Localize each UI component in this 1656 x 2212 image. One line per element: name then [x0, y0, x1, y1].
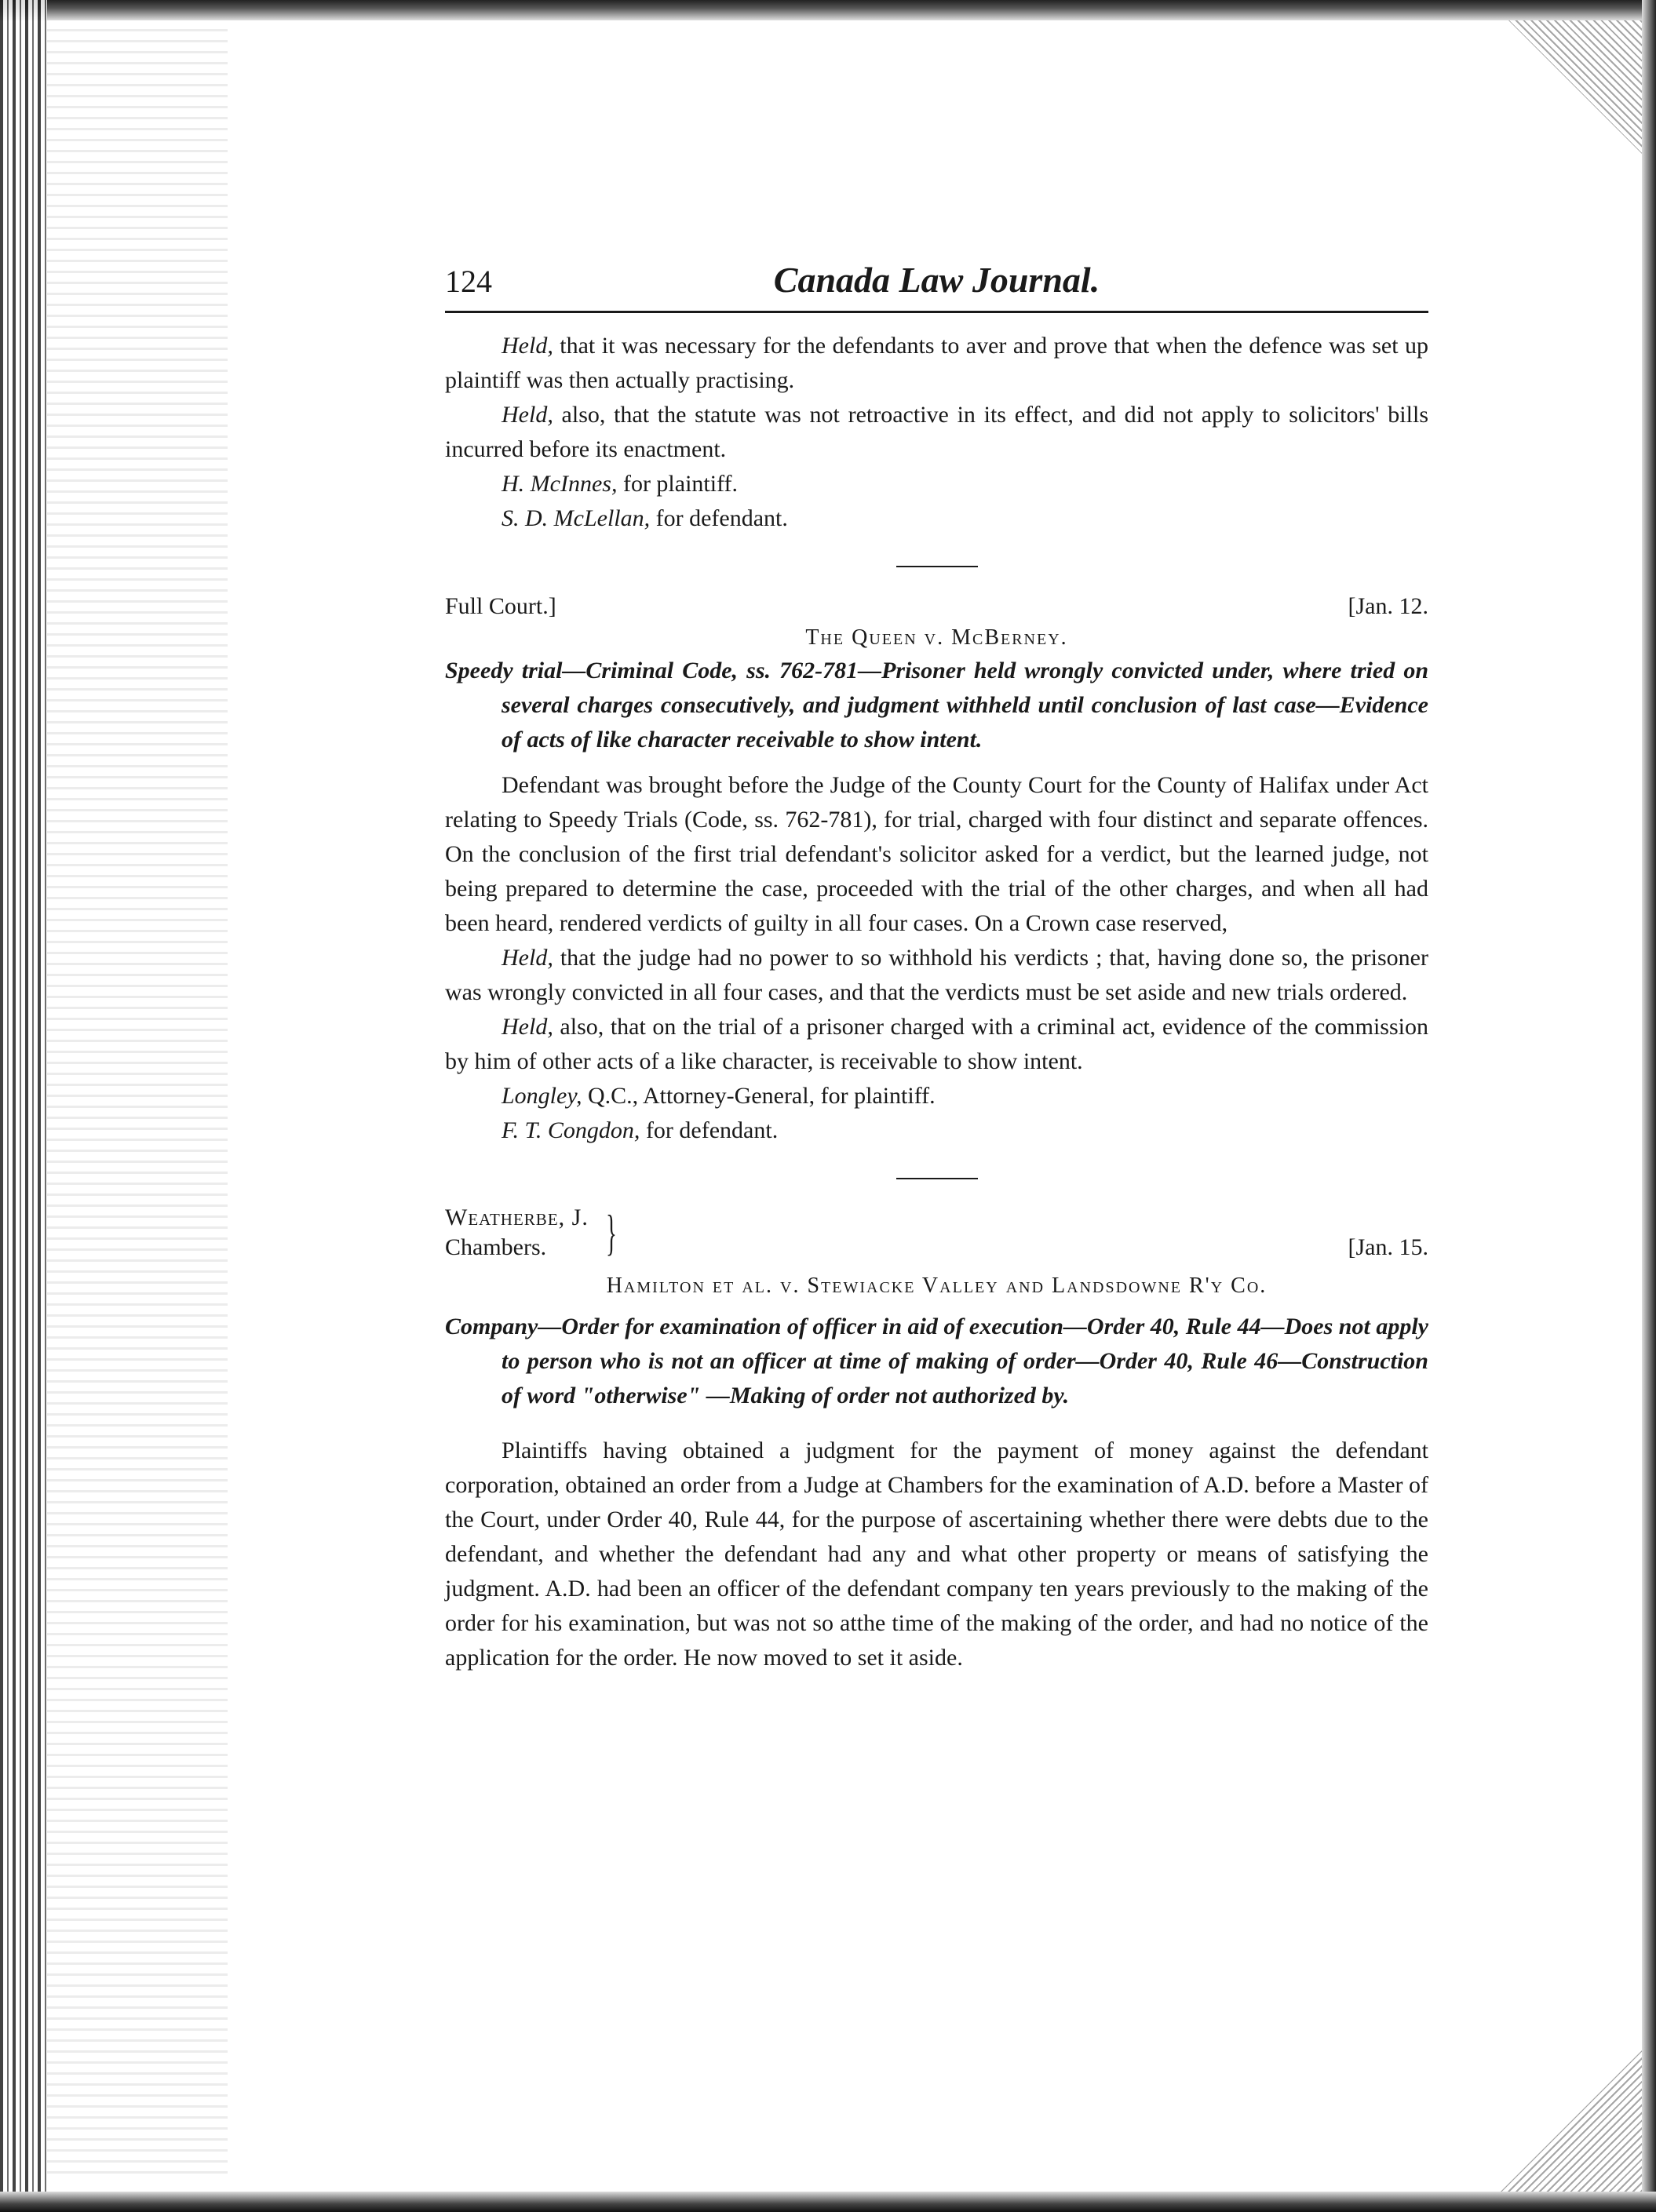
- held-label: Held,: [502, 945, 553, 971]
- brace-glyph: }: [606, 1204, 617, 1260]
- counsel-line: [445, 501, 1428, 536]
- chambers-label: Chambers.: [445, 1234, 547, 1260]
- case-date: [Jan. 12.: [1348, 593, 1428, 619]
- court-name: Full Court.]: [445, 593, 556, 619]
- headnote: Company—Order for examination of officer in aid of execution—Order 40, Rule 44—Does not apply to person who is not an officer at time of making of order—Order 40, Rule 46—Construction of word "otherwise" —Making of order not authorized by.: [445, 1314, 1428, 1408]
- facts-paragraph: Plaintiffs having obtained a judgment for the payment of money against the defendant corporation, obtained an order from a Judge at Chambers for the examination of A.D. before a Master of the Court, under Order 40, Rule 44, for the purpose of ascertaining whether there were debts due to the defendant, and whether the defendant had any and what other property or means of satisfying the judgment. A.D. had been an officer of the defendant company ten years previously to the making of the order for his examination, but was not so atthe time of the making of the order, and had no notice of the application for the order. He now moved to set it aside.: [445, 1438, 1428, 1671]
- case-title: The Queen v. McBerney.: [805, 625, 1068, 650]
- scan-margin-noise: [47, 24, 228, 2174]
- counsel-role: for plaintiff.: [617, 471, 739, 497]
- judge-block: [445, 1203, 617, 1263]
- court-line: [445, 591, 1428, 622]
- section-divider: [896, 1178, 978, 1179]
- held-text: that it was necessary for the defendants to aver and prove that when the defence was set up plaintiff was then actually practising.: [445, 333, 1428, 393]
- held-text: that the judge had no power to so withhold his verdicts ; that, having done so, the prisoner was wrongly convicted in all four cases, and that the verdicts must be set aside and new trials ordered.: [445, 945, 1428, 1005]
- counsel-line: [445, 467, 1428, 501]
- counsel-role: Q.C., Attorney-General, for plaintiff.: [582, 1083, 936, 1109]
- scan-top-edge: [0, 0, 1656, 20]
- held-text: also, that on the trial of a prisoner charged with a criminal act, evidence of the commission by him of other acts of a like character, is receivable to show intent.: [445, 1014, 1428, 1074]
- held-paragraph: [445, 941, 1428, 1010]
- counsel-role: for defendant.: [640, 1117, 779, 1143]
- held-label: Held,: [502, 333, 553, 359]
- case-title: Hamilton et al. v. Stewiacke Valley and Landsdowne R'y Co.: [606, 1274, 1268, 1298]
- scan-binding-edge: [0, 0, 47, 2212]
- counsel-name: H. McInnes,: [502, 471, 618, 497]
- journal-page: [445, 259, 1428, 1675]
- held-text: also, that the statute was not retroactive in its effect, and did not apply to solicitors' bills incurred before its enactment.: [445, 402, 1428, 462]
- page-number: 124: [445, 264, 492, 299]
- journal-title: Canada Law Journal.: [773, 260, 1100, 300]
- scan-corner-bottom-right: [1501, 2050, 1642, 2192]
- held-label: Held,: [502, 1014, 553, 1040]
- headnote: Speedy trial—Criminal Code, ss. 762-781—Prisoner held wrongly convicted under, where tried on several charges consecutively, and judgment withheld until conclusion of last case—Evidence of acts of like character receivable to show intent.: [445, 658, 1428, 753]
- counsel-name: F. T. Congdon,: [502, 1117, 640, 1143]
- counsel-line: [445, 1113, 1428, 1148]
- scan-right-edge: [1642, 0, 1656, 2212]
- case-date: [Jan. 15.: [1348, 1234, 1428, 1260]
- held-paragraph: [445, 1010, 1428, 1079]
- court-line: [445, 1203, 1428, 1263]
- page-header: [445, 259, 1428, 313]
- judge-name: Weatherbe, J.: [445, 1204, 589, 1230]
- scan-corner-top-right: [1508, 20, 1642, 154]
- counsel-line: [445, 1079, 1428, 1113]
- section-divider: [896, 566, 978, 567]
- held-paragraph: [445, 329, 1428, 398]
- counsel-name: S. D. McLellan,: [502, 505, 651, 531]
- held-label: Held,: [502, 402, 553, 428]
- counsel-name: Longley,: [502, 1083, 582, 1109]
- facts-paragraph: Defendant was brought before the Judge of the County Court for the County of Halifax under Act relating to Speedy Trials (Code, ss. 762-781), for trial, charged with four distinct and separate offences. On the conclusion of the first trial defendant's solicitor asked for a verdict, but the learned judge, not being prepared to determine the case, proceeded with the trial of the other charges, and when all had been heard, rendered verdicts of guilty in all four cases. On a Crown case reserved,: [445, 772, 1428, 936]
- scan-bottom-edge: [0, 2192, 1656, 2212]
- case-queen-v-mcberney: [445, 591, 1428, 1148]
- case-hamilton-v-stewiacke: [445, 1203, 1428, 1675]
- counsel-role: for defendant.: [650, 505, 788, 531]
- case-previous-holdings: [445, 329, 1428, 536]
- held-paragraph: [445, 398, 1428, 467]
